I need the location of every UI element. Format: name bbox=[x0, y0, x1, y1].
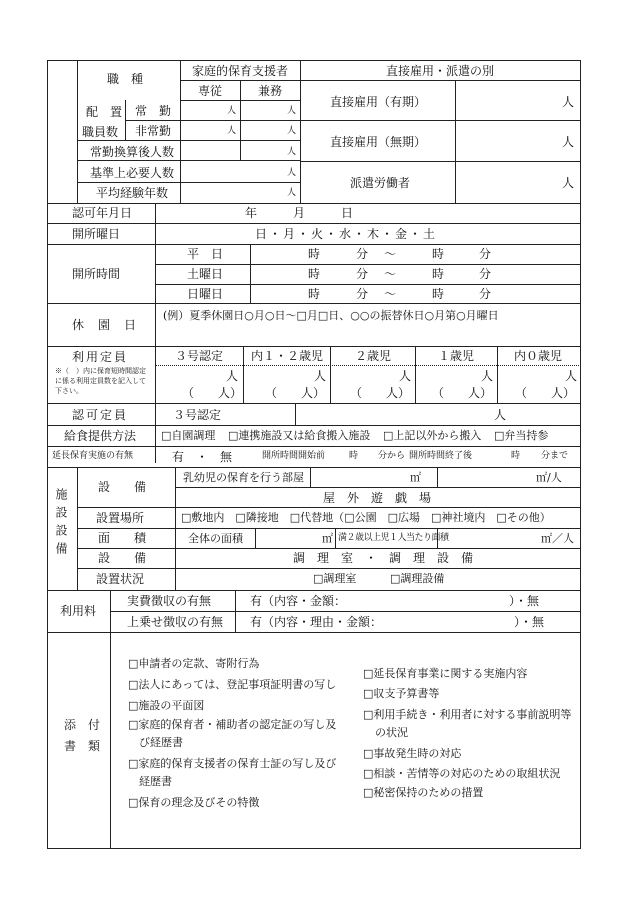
shisetsu-setsubi2: 設 備 bbox=[98, 551, 147, 565]
heijitsu-ji1: 時 bbox=[308, 247, 321, 261]
tenpu-left-4b: び経歴書 bbox=[139, 736, 183, 749]
haichi-label: 配 置 bbox=[86, 105, 123, 119]
tenpu-right-3b: の状況 bbox=[375, 726, 408, 739]
zentai-label: 全体の面積 bbox=[188, 532, 243, 545]
basho-options[interactable]: □敷地内 □隣接地 □代替地（□公園 □広場 □神社境内 □その他） bbox=[181, 511, 551, 524]
shokuinsu-label: 職員数 bbox=[82, 125, 119, 139]
tenpu-left-4[interactable]: □家庭的保育者・補助者の認定証の写し及 bbox=[128, 718, 337, 731]
kyushoku-label: 給食提供方法 bbox=[64, 429, 137, 443]
jippi-mu[interactable]: ）・無 bbox=[509, 594, 540, 608]
doyobi-kara: ～ bbox=[384, 267, 397, 281]
teiin-col-3go: ３号認定 bbox=[174, 349, 224, 363]
chori-label: 調 理 室 ・ 調 理 設 備 bbox=[293, 551, 474, 565]
katei-hoiku-shienin-header: 家庭的保育支援者 bbox=[191, 64, 289, 78]
tenpu-left-3[interactable]: □施設の平面図 bbox=[128, 699, 205, 712]
teiin-12sai-paren: （ 人） bbox=[265, 386, 326, 400]
tenpu-left-2[interactable]: □法人にあっては、登記事項証明書の写し bbox=[128, 678, 337, 691]
teiin-col-12sai: 内１・２歳児 bbox=[250, 349, 324, 363]
jokin-senju-unit: 人 bbox=[227, 106, 237, 116]
nichiyobi-ji2: 時 bbox=[432, 287, 445, 301]
hijokin-senju-unit: 人 bbox=[227, 126, 237, 136]
ninka-teiin-col: ３号認定 bbox=[173, 408, 222, 422]
tenpu-right-1[interactable]: □延長保育事業に関する実施内容 bbox=[363, 667, 528, 680]
tenpu-right-2[interactable]: □収支予算書等 bbox=[363, 687, 440, 700]
riyo-teiin-note: ※（ ）内に保育短時間認定に係る利用定員数を記入して下さい。 bbox=[55, 367, 146, 395]
teiin-0sai-paren: （ 人） bbox=[515, 386, 576, 400]
riyo-teiin-label: 利用定員 bbox=[72, 350, 129, 364]
encho-before-label: 開所時間開始前 bbox=[262, 451, 326, 461]
uwanose-ari[interactable]: 有（内容・理由・金額： bbox=[250, 615, 383, 629]
tenpu-label2: 書 類 bbox=[64, 739, 101, 753]
heijitsu-kara: ～ bbox=[384, 247, 397, 261]
jokyo-label: 設置状況 bbox=[96, 572, 145, 586]
riyoryo-label: 利用料 bbox=[60, 604, 97, 618]
jokyo-chouri-setsubi[interactable]: □調理設備 bbox=[390, 572, 445, 585]
kaisho-yobi-value: 日・月・火・水・木・金・土 bbox=[255, 227, 438, 241]
jippi-ari[interactable]: 有（内容・金額： bbox=[250, 594, 347, 608]
jokin-label: 常 勤 bbox=[135, 104, 172, 118]
chokusetsu-muki-label: 直接雇用（無期） bbox=[330, 135, 427, 149]
doyobi-label: 土曜日 bbox=[187, 267, 224, 281]
basho-label: 設置場所 bbox=[96, 511, 145, 525]
jokin-kansan-label: 常勤換算後人数 bbox=[90, 145, 175, 159]
ninka-teiin-unit: 人 bbox=[494, 408, 507, 422]
teiin-3go-paren: （ 人） bbox=[182, 386, 243, 400]
jokyo-choushitsu[interactable]: □調理室 bbox=[313, 572, 357, 585]
kyushoku-jien[interactable]: □自園調理 bbox=[161, 429, 216, 442]
keiken-unit: 人 bbox=[287, 188, 297, 198]
tenpu-right-3[interactable]: □利用手続き・利用者に対する事前説明等 bbox=[363, 708, 572, 721]
yuki-unit: 人 bbox=[562, 95, 575, 109]
tenpu-left-5b: 経歴書 bbox=[139, 775, 172, 788]
jippi-label: 実費徴収の有無 bbox=[127, 594, 212, 608]
menseki-label: 面 積 bbox=[98, 531, 147, 545]
kaisho-jikan-label: 開所時間 bbox=[72, 267, 121, 281]
nichiyobi-fun2: 分 bbox=[479, 287, 492, 301]
shokushu-label: 職 種 bbox=[107, 72, 144, 86]
kyuen-label: 休 園 日 bbox=[72, 318, 138, 332]
koyo-haken-header: 直接雇用・派遣の別 bbox=[385, 64, 495, 78]
haken-label: 派遣労働者 bbox=[350, 176, 411, 190]
heijitsu-fun1: 分 bbox=[356, 247, 369, 261]
heya-m2: ㎡ bbox=[410, 471, 421, 484]
keiken-label: 平均経験年数 bbox=[96, 186, 169, 200]
chokusetsu-yuki-label: 直接雇用（有期） bbox=[330, 95, 427, 109]
teiin-3go-nin: 人 bbox=[226, 369, 239, 383]
uwanose-label: 上乗せ徴収の有無 bbox=[127, 615, 224, 629]
tenpu-left-1[interactable]: □申請者の定款、寄附行為 bbox=[128, 657, 260, 670]
man2-m2-per: ㎡／人 bbox=[541, 532, 574, 545]
kyuen-example: (例）夏季休園日○月○日～□月□日、○○の振替休日○月第○月曜日 bbox=[163, 309, 499, 322]
man2-label: 満２歳以上児１人当たり面積 bbox=[338, 533, 449, 543]
kaisho-yobi-label: 開所曜日 bbox=[72, 227, 121, 241]
tenpu-right-5[interactable]: □相談・苦情等の対応のための取組状況 bbox=[363, 767, 561, 780]
doyobi-fun1: 分 bbox=[356, 267, 369, 281]
heijitsu-ji2: 時 bbox=[432, 247, 445, 261]
jokin-kenmu-unit: 人 bbox=[287, 106, 297, 116]
shisetsu-label: 施設設備 bbox=[54, 488, 68, 560]
tenpu-label1: 添 付 bbox=[64, 718, 101, 732]
encho-umu[interactable]: 有 ・ 無 bbox=[172, 450, 233, 464]
kyushoku-renkei[interactable]: □連携施設又は給食搬入施設 bbox=[228, 429, 371, 442]
heijitsu-fun2: 分 bbox=[479, 247, 492, 261]
encho-ji2: 時 bbox=[511, 451, 521, 461]
heya-m2-per: ㎡/人 bbox=[536, 471, 562, 484]
teiin-2sai-paren: （ 人） bbox=[350, 386, 411, 400]
teiin-0sai-nin: 人 bbox=[565, 369, 578, 383]
kyushoku-bento[interactable]: □弁当持参 bbox=[494, 429, 549, 442]
heijitsu-label: 平 日 bbox=[187, 247, 224, 261]
encho-fun-made: 分まで bbox=[541, 451, 569, 461]
teiin-col-0sai: 内０歳児 bbox=[513, 349, 563, 363]
doyobi-ji2: 時 bbox=[432, 267, 445, 281]
teiin-12sai-nin: 人 bbox=[314, 369, 327, 383]
doyobi-ji1: 時 bbox=[308, 267, 321, 281]
kijun-unit: 人 bbox=[287, 168, 297, 178]
kyushoku-hanyu[interactable]: □上記以外から搬入 bbox=[383, 429, 482, 442]
haken-unit: 人 bbox=[562, 176, 575, 190]
kijun-label: 基準上必要人数 bbox=[90, 166, 175, 180]
uwanose-mu[interactable]: ）・無 bbox=[514, 615, 545, 629]
nichiyobi-kara: ～ bbox=[384, 287, 397, 301]
muki-unit: 人 bbox=[562, 135, 575, 149]
okugai-label: 屋 外 遊 戯 場 bbox=[323, 491, 432, 505]
kansan-unit: 人 bbox=[287, 147, 297, 157]
teiin-col-1sai: １歳児 bbox=[437, 349, 475, 363]
encho-ji1: 時 bbox=[349, 451, 359, 461]
encho-label: 延長保育実施の有無 bbox=[52, 451, 134, 461]
ninka-teiin-label: 認可定員 bbox=[72, 408, 129, 422]
kenmu-header: 兼務 bbox=[257, 84, 283, 98]
tenpu-right-6[interactable]: □秘密保持のための措置 bbox=[363, 786, 484, 799]
zentai-m2: ㎡ bbox=[322, 532, 333, 545]
doyobi-fun2: 分 bbox=[479, 267, 492, 281]
nichiyobi-ji1: 時 bbox=[308, 287, 321, 301]
senju-header: 専従 bbox=[197, 84, 223, 98]
ninka-date-value: 年 月 日 bbox=[245, 206, 354, 220]
teiin-2sai-nin: 人 bbox=[399, 369, 412, 383]
hijokin-label: 非常勤 bbox=[135, 124, 172, 138]
teiin-col-2sai: ２歳児 bbox=[354, 349, 392, 363]
tenpu-left-5[interactable]: □家庭的保育支援者の保育士証の写し及び bbox=[128, 757, 337, 770]
teiin-1sai-paren: （ 人） bbox=[432, 386, 493, 400]
tenpu-right-4[interactable]: □事故発生時の対応 bbox=[363, 747, 462, 760]
ninka-date-label: 認可年月日 bbox=[72, 206, 133, 220]
tenpu-left-6[interactable]: □保育の理念及びその特徴 bbox=[128, 796, 260, 809]
encho-after-label: 開所時間終了後 bbox=[409, 451, 473, 461]
nichiyobi-label: 日曜日 bbox=[187, 287, 224, 301]
heya-label: 乳幼児の保育を行う部屋 bbox=[183, 471, 304, 484]
hijokin-kenmu-unit: 人 bbox=[287, 126, 297, 136]
encho-fun-kara: 分から bbox=[378, 451, 406, 461]
teiin-1sai-nin: 人 bbox=[481, 369, 494, 383]
shisetsu-setsubi1: 設 備 bbox=[98, 480, 147, 494]
nichiyobi-fun1: 分 bbox=[356, 287, 369, 301]
